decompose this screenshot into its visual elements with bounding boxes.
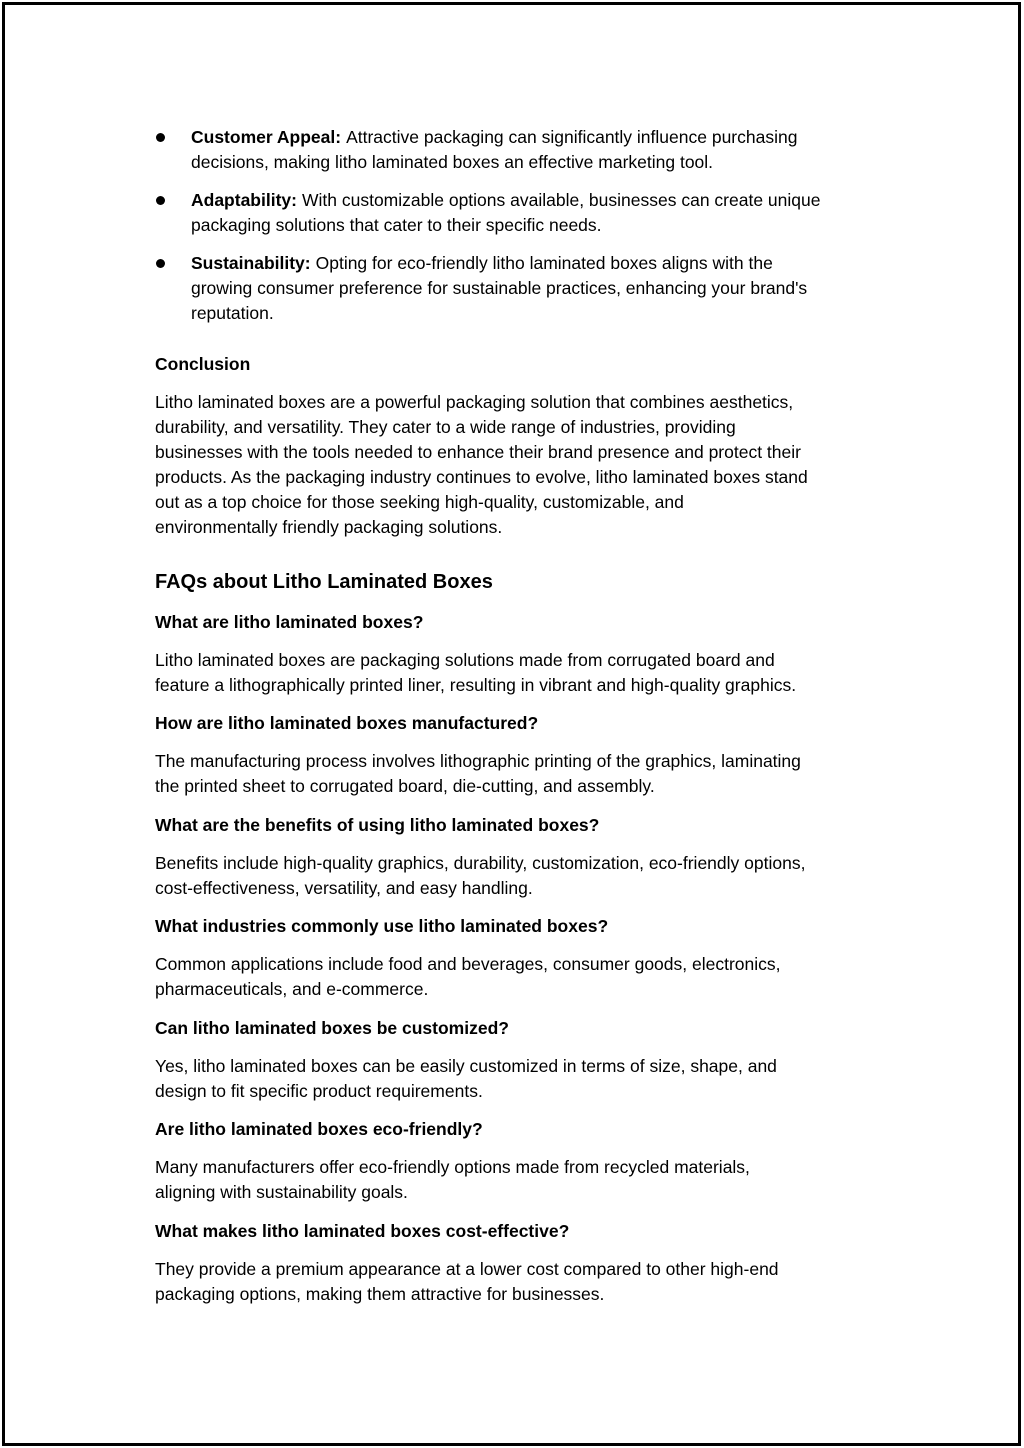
faq-answer-line: the printed sheet to corrugated board, die-cutting, and assembly. <box>155 776 655 796</box>
faq-answer <box>155 851 975 901</box>
bullet-text: Opting for eco-friendly litho laminated boxes aligns with the <box>315 253 773 273</box>
conclusion-paragraph <box>155 390 975 540</box>
faq-question: What industries commonly use litho laminated boxes? <box>155 916 609 936</box>
bullet-line <box>191 188 975 213</box>
paragraph-line: durability, and versatility. They cater to a wide range of industries, providing <box>155 417 736 437</box>
bullet-dot-icon <box>156 259 165 268</box>
faq-answer <box>155 1155 975 1205</box>
faq-answer-line: Yes, litho laminated boxes can be easily customized in terms of size, shape, and <box>155 1055 777 1076</box>
bullet-line <box>191 125 975 150</box>
paragraph-line: Litho laminated boxes are a powerful packaging solution that combines aesthetics, <box>155 392 794 412</box>
faq-answer-line: Common applications include food and beverages, consumer goods, electronics, <box>155 954 781 974</box>
faq-answer-line: pharmaceuticals, and e-commerce. <box>155 979 429 999</box>
paragraph-line: environmentally friendly packaging solutions. <box>155 517 503 537</box>
bullet-label: Adaptability: <box>191 190 297 210</box>
faq-answer-line: Litho laminated boxes are packaging solutions made from corrugated board and <box>155 649 775 670</box>
bullet-item-sustainability <box>155 251 975 326</box>
faq-answer-line: They provide a premium appearance at a lower cost compared to other high-end <box>155 1258 779 1279</box>
faq-question: Can litho laminated boxes be customized? <box>155 1017 509 1038</box>
faq-answer-line: Many manufacturers offer eco-friendly options made from recycled materials, <box>155 1157 750 1177</box>
bullet-item-customer-appeal <box>155 125 975 175</box>
bullet-label: Customer Appeal: <box>191 127 342 147</box>
faq-answer-line: packaging options, making them attractive for businesses. <box>155 1283 605 1304</box>
faq-heading: FAQs about Litho Laminated Boxes <box>155 571 493 593</box>
paragraph-line: businesses with the tools needed to enhance their brand presence and protect their <box>155 442 801 462</box>
bullet-line <box>191 251 975 276</box>
faq-answer-line: feature a lithographically printed liner, resulting in vibrant and high-quality graphics. <box>155 674 797 695</box>
bullet-dot-icon <box>156 133 165 142</box>
bullet-text: With customizable options available, businesses can create unique <box>301 190 821 210</box>
faq-question: What are the benefits of using litho laminated boxes? <box>155 814 600 835</box>
faq-answer <box>155 1054 975 1104</box>
faq-question: What are litho laminated boxes? <box>155 611 424 632</box>
faq-answer <box>155 1257 975 1307</box>
faq-answer-line: design to fit specific product requirements. <box>155 1080 483 1101</box>
faq-answer-line: aligning with sustainability goals. <box>155 1182 408 1202</box>
faq-question: Are litho laminated boxes eco-friendly? <box>155 1119 483 1139</box>
bullet-text-line: growing consumer preference for sustainable practices, enhancing your brand's <box>191 278 808 298</box>
document-content <box>155 125 975 1307</box>
bullet-text-line: decisions, making litho laminated boxes an effective marketing tool. <box>191 152 714 172</box>
benefits-bullet-list <box>155 125 975 326</box>
bullet-text-line: reputation. <box>191 303 274 323</box>
faq-answer <box>155 648 975 698</box>
paragraph-line: products. As the packaging industry continues to evolve, litho laminated boxes stand <box>155 467 808 487</box>
faq-answer <box>155 952 975 1002</box>
faq-answer-line: Benefits include high-quality graphics, durability, customization, eco-friendly options, <box>155 852 806 873</box>
faq-question: What makes litho laminated boxes cost-effective? <box>155 1220 570 1241</box>
bullet-text-line: packaging solutions that cater to their specific needs. <box>191 215 602 235</box>
faq-answer-line: The manufacturing process involves lithographic printing of the graphics, laminating <box>155 751 801 771</box>
faq-answer <box>155 749 975 799</box>
paragraph-line: out as a top choice for those seeking high-quality, customizable, and <box>155 492 684 512</box>
bullet-text: Attractive packaging can significantly influence purchasing <box>346 127 798 147</box>
bullet-item-adaptability <box>155 188 975 238</box>
conclusion-heading: Conclusion <box>155 354 251 374</box>
bullet-dot-icon <box>156 196 165 205</box>
faq-answer-line: cost-effectiveness, versatility, and easy handling. <box>155 877 533 898</box>
faq-question: How are litho laminated boxes manufactured? <box>155 713 539 733</box>
bullet-label: Sustainability: <box>191 253 311 273</box>
